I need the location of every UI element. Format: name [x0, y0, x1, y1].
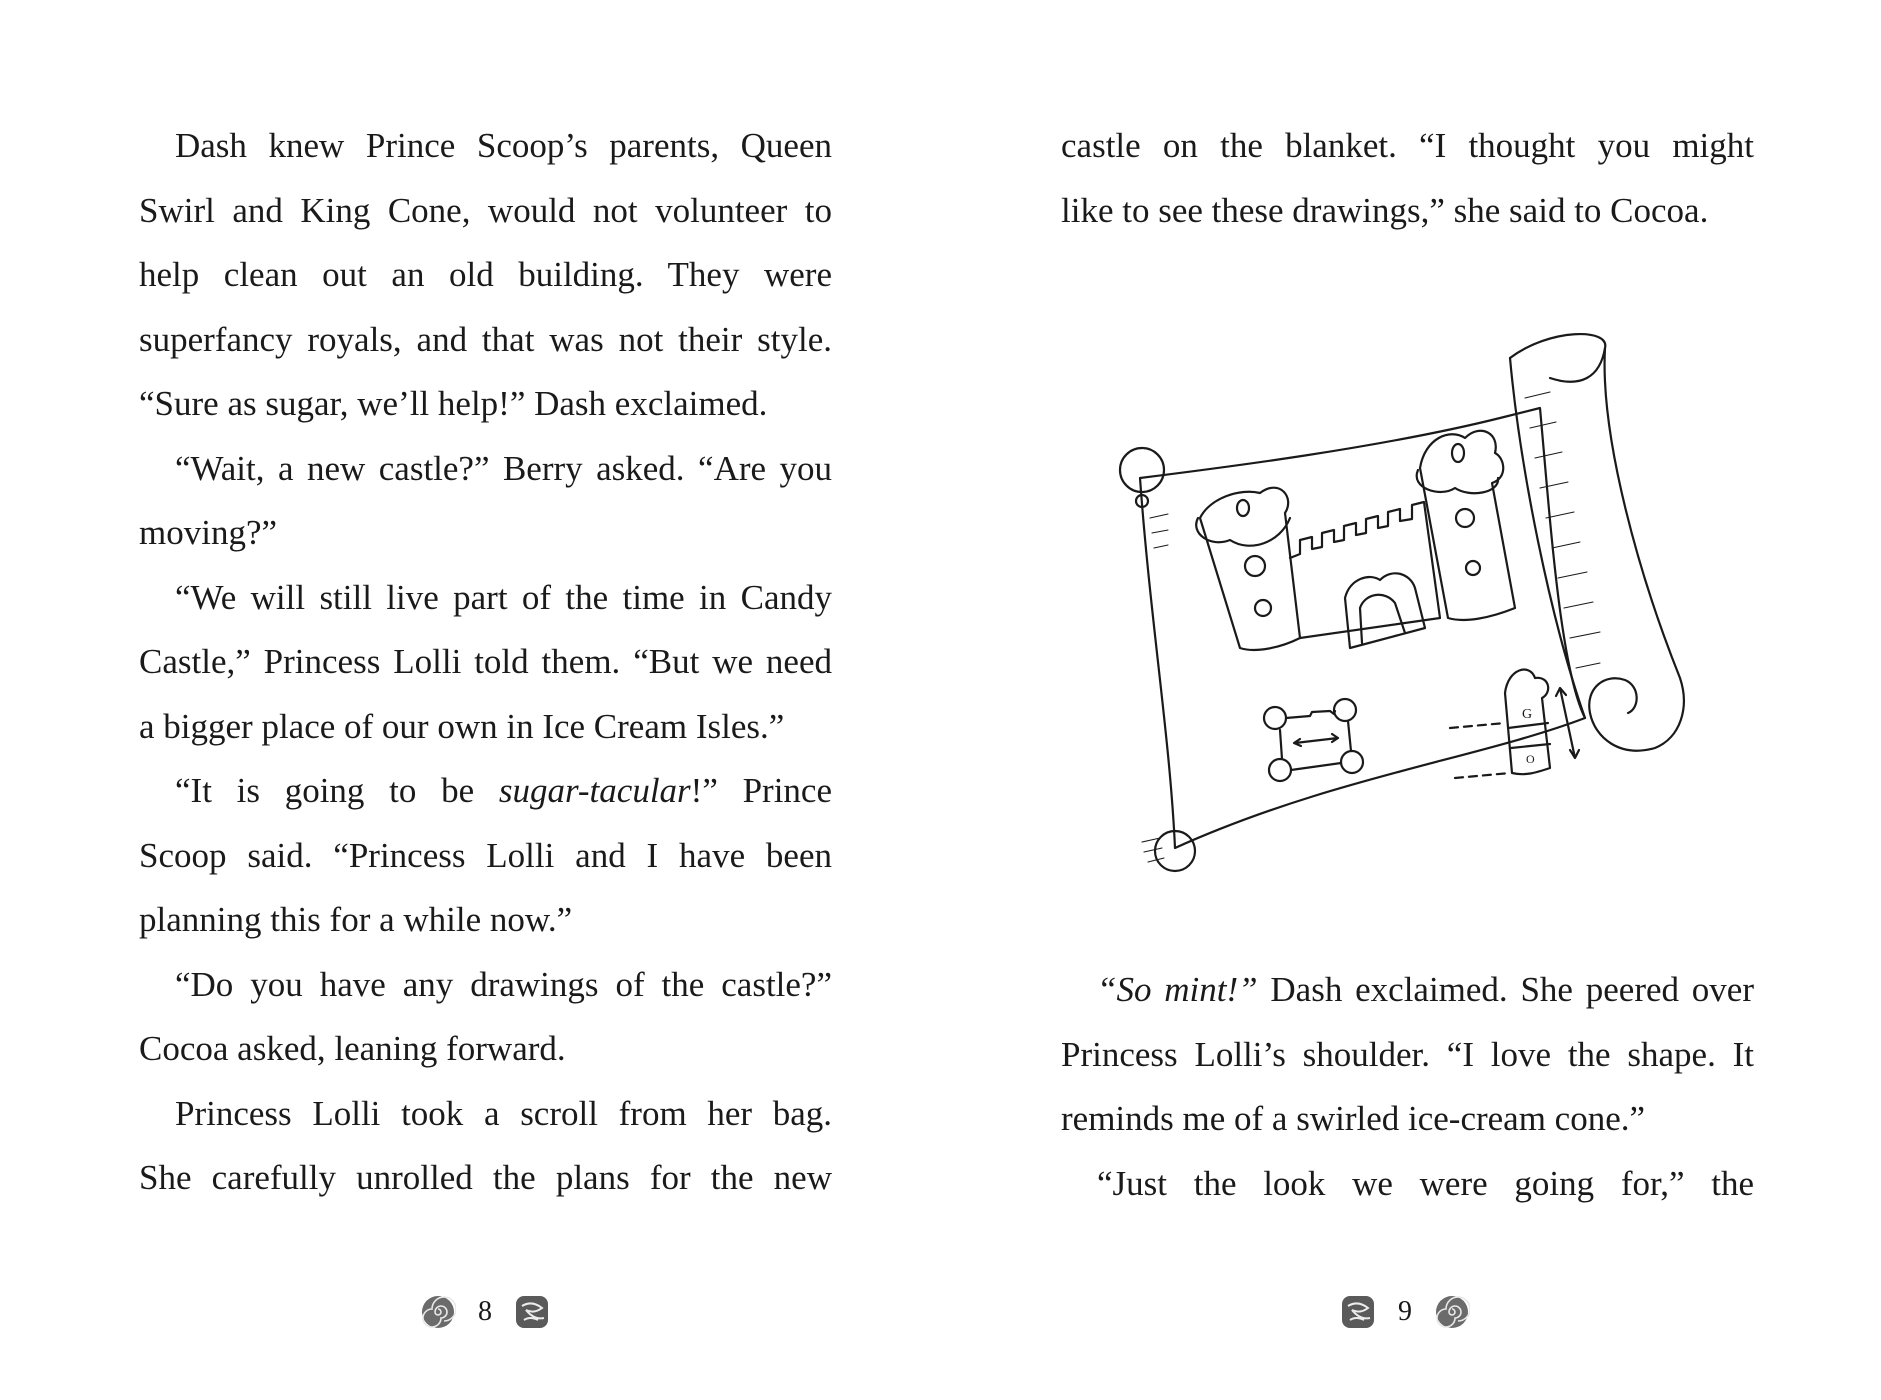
right-page-text-top [1061, 114, 1754, 243]
text-line: “Sure as sugar, we’ll help!” Dash exclaimed. [139, 384, 768, 423]
page-number: 9 [1398, 1296, 1412, 1327]
castle-scroll-illustration [1080, 318, 1760, 908]
left-page [0, 0, 940, 1400]
text-segment: !” Prince [690, 771, 832, 810]
text-line: planning this for a while now.” [139, 900, 573, 939]
text-line: Swirl and King Cone, would not volunteer to [139, 190, 832, 230]
text-line: Princess Lolli took a scroll from her bag. [175, 1093, 832, 1133]
swirl-square-ornament-icon [514, 1294, 550, 1330]
scroll-drawing [1080, 318, 1760, 908]
spiral-ornament-icon [1434, 1294, 1470, 1330]
page-number-footer [400, 1292, 570, 1332]
italic-text: “So mint!” [1097, 970, 1258, 1009]
italic-text: sugar-tacular [498, 771, 691, 810]
text-line: castle on the blanket. “I thought you might [1061, 126, 1754, 165]
text-line: Castle,” Princess Lolli told them. “But we need [139, 642, 832, 681]
text-line: reminds me of a swirled ice-cream cone.” [1061, 1099, 1646, 1138]
left-page-text [139, 114, 832, 1211]
text-line: a bigger place of our own in Ice Cream Isles.” [139, 706, 785, 746]
text-line: “Do you have any drawings of the castle?” [175, 964, 832, 1004]
text-line: Princess Lolli’s shoulder. “I love the shape. It [1061, 1034, 1754, 1074]
text-line: “We will still live part of the time in Candy [175, 577, 832, 617]
text-line: superfancy royals, and that was not their style. [139, 319, 832, 359]
right-page-text-bottom [1061, 958, 1754, 1216]
spiral-ornament-icon [420, 1294, 456, 1330]
illustration-label: O [1526, 752, 1535, 766]
text-line: She carefully unrolled the plans for the new [139, 1158, 832, 1197]
swirl-square-ornament-icon [1340, 1294, 1376, 1330]
text-line: “Wait, a new castle?” Berry asked. “Are you [175, 448, 832, 488]
text-line: Cocoa asked, leaning forward. [139, 1029, 566, 1068]
text-line: “Just the look we were going for,” the [1097, 1163, 1754, 1203]
page-number-footer [1320, 1292, 1490, 1332]
text-line: help clean out an old building. They were [139, 255, 832, 294]
page-number: 8 [478, 1296, 492, 1327]
text-line [1061, 958, 1754, 1023]
text-line [139, 759, 832, 824]
text-segment: “It is going to be [175, 771, 499, 810]
text-line: like to see these drawings,” she said to Cocoa. [1061, 190, 1709, 230]
text-line: Dash knew Prince Scoop’s parents, Queen [175, 126, 832, 165]
text-line: moving?” [139, 513, 278, 552]
text-segment: Dash exclaimed. She peered over [1257, 970, 1754, 1009]
illustration-label: G [1522, 707, 1533, 722]
right-page [940, 0, 1881, 1400]
text-line: Scoop said. “Princess Lolli and I have been [139, 835, 832, 875]
